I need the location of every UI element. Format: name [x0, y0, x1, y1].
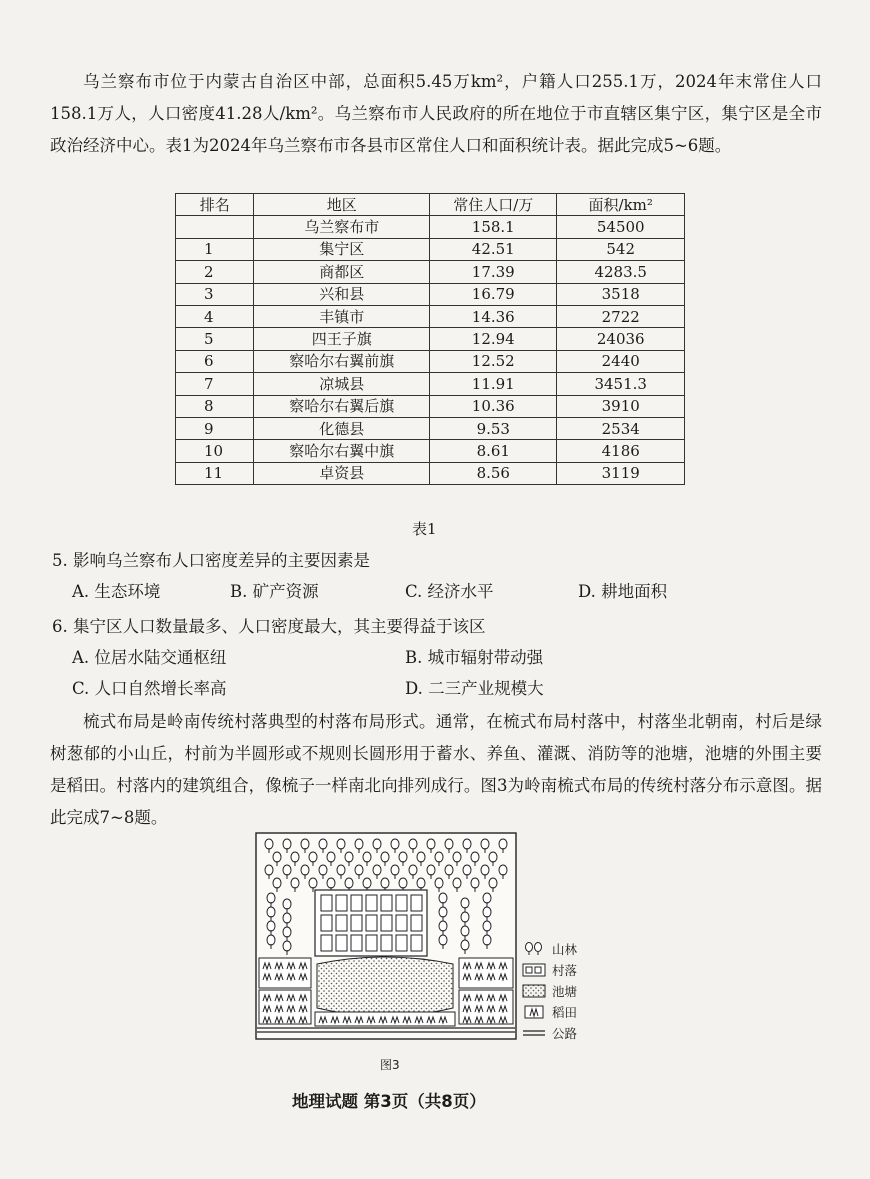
forest-icon — [522, 942, 546, 956]
cell-area: 54500 — [557, 216, 685, 238]
q6-option-d[interactable]: D. 二三产业规模大 — [405, 679, 544, 698]
cell-region: 商都区 — [254, 261, 430, 283]
cell-population: 17.39 — [430, 261, 557, 283]
intro-paragraph-q7-8: 梳式布局是岭南传统村落典型的村落布局形式。通常，在梳式布局村落中，村落坐北朝南，村后是绿树葱郁的小山丘，村前为半圆形或不规则长圆形用于蓄水、养鱼、灌溉、消防等的池塘，池塘的外围主要是稻田。村落内的建筑组合，像梳子一样南北向排列成行。图3为岭南梳式布局的传统村落分布示意图。据此完成7~8题。 — [50, 712, 822, 827]
table-row — [176, 283, 685, 305]
house-block — [321, 935, 332, 951]
cell-region: 察哈尔右翼中旗 — [254, 440, 430, 462]
pond-icon — [522, 984, 546, 998]
cell-region: 乌兰察布市 — [254, 216, 430, 238]
cell-area: 3518 — [557, 283, 685, 305]
cell-region: 察哈尔右翼前旗 — [254, 350, 430, 372]
house-block — [396, 895, 407, 911]
cell-rank: 2 — [176, 261, 254, 283]
house-block — [396, 915, 407, 931]
house-block — [366, 895, 377, 911]
table-row — [176, 238, 685, 260]
cell-population: 10.36 — [430, 395, 557, 417]
pond-area — [317, 957, 453, 1016]
cell-region: 化德县 — [254, 417, 430, 439]
house-block — [366, 935, 377, 951]
table-header-row — [176, 194, 685, 216]
cell-population: 11.91 — [430, 373, 557, 395]
page-footer: 地理试题 第3页（共8页） — [292, 1092, 486, 1111]
cell-region: 卓资县 — [254, 462, 430, 484]
house-block — [396, 935, 407, 951]
cell-rank: 10 — [176, 440, 254, 462]
cell-area: 2440 — [557, 350, 685, 372]
cell-rank: 4 — [176, 305, 254, 327]
house-block — [366, 915, 377, 931]
table-row — [176, 328, 685, 350]
legend-item-pond — [522, 980, 577, 1001]
legend-item-road — [522, 1022, 577, 1043]
cell-population: 42.51 — [430, 238, 557, 260]
house-block — [336, 895, 347, 911]
q6-option-a[interactable]: A. 位居水陆交通枢纽 — [72, 648, 227, 667]
question-6-stem: 6. 集宁区人口数量最多、人口密度最大，其主要得益于该区 — [52, 617, 486, 636]
paddy-plot — [259, 958, 311, 988]
house-block — [351, 895, 362, 911]
house-block — [411, 895, 422, 911]
legend-label-forest: 山林 — [552, 941, 578, 957]
header-rank: 排名 — [176, 194, 254, 216]
paddy-plot — [259, 990, 311, 1024]
cell-rank: 11 — [176, 462, 254, 484]
q5-option-c[interactable]: C. 经济水平 — [405, 582, 494, 601]
cell-area: 3119 — [557, 462, 685, 484]
village-icon — [522, 963, 546, 977]
cell-rank: 7 — [176, 373, 254, 395]
q6-option-b[interactable]: B. 城市辐射带动强 — [405, 648, 544, 667]
legend-label-pond: 池塘 — [552, 983, 578, 999]
cell-rank: 9 — [176, 417, 254, 439]
population-area-table — [175, 193, 685, 485]
cell-area: 542 — [557, 238, 685, 260]
q5-option-b[interactable]: B. 矿产资源 — [230, 582, 319, 601]
legend-item-paddy — [522, 1001, 577, 1022]
table-body — [176, 216, 685, 485]
cell-area: 24036 — [557, 328, 685, 350]
question-5-stem: 5. 影响乌兰察布人口密度差异的主要因素是 — [52, 551, 370, 570]
figure-legend — [522, 938, 577, 1043]
house-block — [351, 915, 362, 931]
house-block — [411, 915, 422, 931]
table-row — [176, 462, 685, 484]
legend-item-forest — [522, 938, 577, 959]
legend-label-village: 村落 — [552, 962, 578, 978]
legend-item-village — [522, 959, 577, 980]
legend-label-paddy: 稻田 — [552, 1004, 578, 1020]
cell-population: 12.52 — [430, 350, 557, 372]
house-block — [411, 935, 422, 951]
table-caption: 表1 — [412, 520, 437, 538]
table-row — [176, 440, 685, 462]
table-row — [176, 373, 685, 395]
table-row — [176, 395, 685, 417]
cell-population: 16.79 — [430, 283, 557, 305]
cell-rank: 8 — [176, 395, 254, 417]
q6-option-c[interactable]: C. 人口自然增长率高 — [72, 679, 227, 698]
q5-option-d[interactable]: D. 耕地面积 — [578, 582, 668, 601]
house-block — [351, 935, 362, 951]
table-row — [176, 350, 685, 372]
cell-region: 集宁区 — [254, 238, 430, 260]
table-row — [176, 305, 685, 327]
house-block — [321, 895, 332, 911]
cell-area: 2534 — [557, 417, 685, 439]
table-row — [176, 216, 685, 238]
table-row — [176, 417, 685, 439]
header-population: 常住人口/万 — [430, 194, 557, 216]
legend-label-road: 公路 — [552, 1025, 578, 1041]
house-block — [336, 935, 347, 951]
road-icon — [522, 1026, 546, 1040]
house-block — [381, 915, 392, 931]
cell-area: 4186 — [557, 440, 685, 462]
cell-rank: 3 — [176, 283, 254, 305]
cell-population: 9.53 — [430, 417, 557, 439]
figure-caption: 图3 — [380, 1058, 400, 1072]
cell-region: 四王子旗 — [254, 328, 430, 350]
paddy-icon — [522, 1005, 546, 1019]
cell-area: 3910 — [557, 395, 685, 417]
village-layout-figure — [255, 832, 517, 1054]
header-region: 地区 — [254, 194, 430, 216]
intro-paragraph-q5-6: 乌兰察布市位于内蒙古自治区中部，总面积5.45万km²，户籍人口255.1万，2024年末常住人口158.1万人，人口密度41.28人/km²。乌兰察布市人民政府的所在地位于市直辖区集宁区，集宁区是全市政治经济中心。表1为2024年乌兰察布市各县市区常住人口和面积统计表。据此完成5~6题。 — [50, 72, 822, 155]
cell-rank: 1 — [176, 238, 254, 260]
cell-area: 4283.5 — [557, 261, 685, 283]
cell-population: 8.56 — [430, 462, 557, 484]
header-area: 面积/km² — [557, 194, 685, 216]
q5-option-a[interactable]: A. 生态环境 — [72, 582, 161, 601]
cell-region: 兴和县 — [254, 283, 430, 305]
cell-area: 3451.3 — [557, 373, 685, 395]
table-row — [176, 261, 685, 283]
house-block — [381, 935, 392, 951]
cell-region: 察哈尔右翼后旗 — [254, 395, 430, 417]
cell-rank — [176, 216, 254, 238]
cell-rank: 5 — [176, 328, 254, 350]
cell-population: 158.1 — [430, 216, 557, 238]
house-block — [336, 915, 347, 931]
cell-population: 8.61 — [430, 440, 557, 462]
village-houses — [321, 895, 422, 951]
house-block — [381, 895, 392, 911]
cell-area: 2722 — [557, 305, 685, 327]
cell-region: 凉城县 — [254, 373, 430, 395]
cell-population: 14.36 — [430, 305, 557, 327]
cell-rank: 6 — [176, 350, 254, 372]
cell-region: 丰镇市 — [254, 305, 430, 327]
cell-population: 12.94 — [430, 328, 557, 350]
house-block — [321, 915, 332, 931]
